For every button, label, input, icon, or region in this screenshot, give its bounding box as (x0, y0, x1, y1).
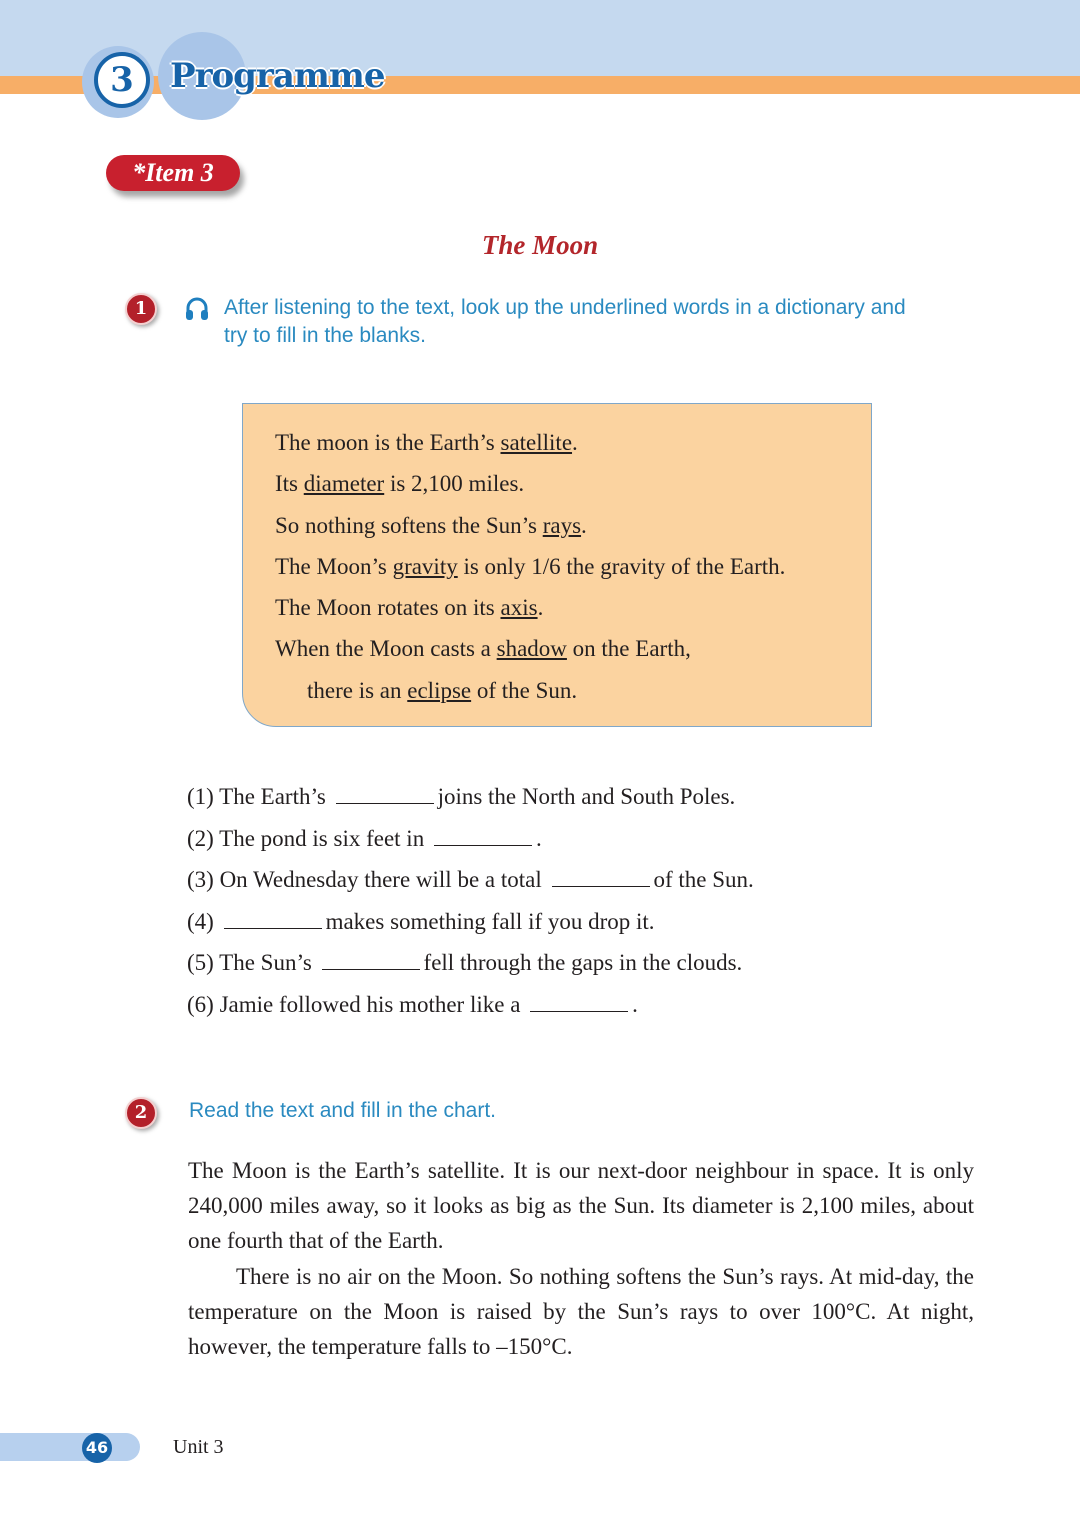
footer-bar (0, 1433, 140, 1461)
box-line (275, 670, 871, 711)
text: . (572, 430, 578, 455)
page-title: The Moon (481, 230, 599, 260)
page-number: 46 (82, 1433, 112, 1463)
box-line (275, 587, 871, 628)
question-item (187, 776, 754, 818)
answer-blank[interactable] (322, 951, 420, 970)
underlined-word: shadow (496, 636, 567, 662)
text: is 2,100 miles. (384, 471, 525, 497)
question-text: fell through the gaps in the clouds. (423, 950, 743, 975)
question-text: joins the North and South Poles. (437, 784, 736, 809)
answer-blank[interactable] (552, 868, 650, 887)
question-text: (4) (187, 908, 220, 934)
question-item (187, 942, 754, 984)
text: on the Earth, (566, 636, 691, 662)
text: of the Sun. (471, 677, 578, 703)
box-line (275, 546, 871, 587)
box-line (275, 628, 871, 669)
instruction-line: try to fill in the blanks. (224, 324, 426, 347)
vocabulary-box (242, 403, 872, 727)
underlined-word: rays (542, 512, 582, 538)
fill-in-questions (187, 776, 754, 1025)
box-line (275, 463, 871, 504)
question-text: of the Sun. (653, 867, 754, 892)
exercise-number-badge: 1 (125, 293, 157, 325)
text: is only 1/6 the gravity of the Earth. (457, 553, 786, 579)
question-text: (1) The Earth’s (187, 784, 332, 809)
question-text: (2) The pond is six feet in (187, 825, 430, 851)
text: The Moon’s (275, 553, 393, 579)
question-text: (3) On Wednesday there will be a total (187, 867, 548, 892)
unit-label: Unit 3 (173, 1436, 224, 1458)
text: The Moon rotates on its (275, 595, 501, 621)
question-item (187, 818, 754, 860)
text: there is an (307, 677, 408, 703)
answer-blank[interactable] (434, 827, 532, 846)
paragraph: The Moon is the Earth’s satellite. It is our next-door neighbour in space. It is only 240,000 miles away, so it looks as big as the Sun. Its diameter is 2,100 miles, about one fourth that of the Earth. (188, 1158, 974, 1254)
exercise-number-badge: 2 (125, 1097, 157, 1129)
text: . (581, 512, 587, 538)
underlined-word: satellite (500, 430, 573, 455)
question-text: (5) The Sun’s (187, 950, 318, 975)
question-text: makes something fall if you drop it. (325, 908, 655, 934)
section-number: 3 (94, 52, 150, 108)
exercise-instruction (224, 294, 906, 350)
paragraph: There is no air on the Moon. So nothing softens the Sun’s rays. At mid-day, the temperature on the Moon is raised by the Sun’s rays to over 100°C. At night, however, the temperature falls to –150°C. (188, 1263, 974, 1360)
question-text: . (535, 825, 542, 851)
text: . (537, 595, 544, 621)
question-item (187, 859, 754, 901)
question-item (187, 984, 754, 1026)
question-item (187, 901, 754, 943)
text: The moon is the Earth’s (275, 430, 501, 455)
underlined-word: axis (500, 595, 538, 621)
reading-text (188, 1153, 974, 1364)
text: Its (275, 471, 304, 497)
box-line (275, 505, 871, 546)
answer-blank[interactable] (336, 785, 434, 804)
instruction-line: After listening to the text, look up the underlined words in a dictionary and (224, 296, 906, 319)
underlined-word: gravity (392, 553, 458, 579)
underlined-word: eclipse (407, 677, 472, 703)
question-text: . (632, 991, 638, 1017)
underlined-word: diameter (303, 471, 385, 497)
question-text: (6) Jamie followed his mother like a (187, 991, 527, 1017)
section-title: Programme (170, 56, 385, 96)
text: When the Moon casts a (275, 636, 497, 662)
text: So nothing softens the Sun’s (275, 512, 543, 538)
exercise-instruction: Read the text and fill in the chart. (189, 1099, 497, 1122)
item-label: *Item 3 (106, 155, 240, 191)
box-line (275, 422, 871, 463)
answer-blank[interactable] (530, 993, 628, 1012)
headphones-icon (184, 296, 210, 322)
answer-blank[interactable] (224, 910, 322, 929)
